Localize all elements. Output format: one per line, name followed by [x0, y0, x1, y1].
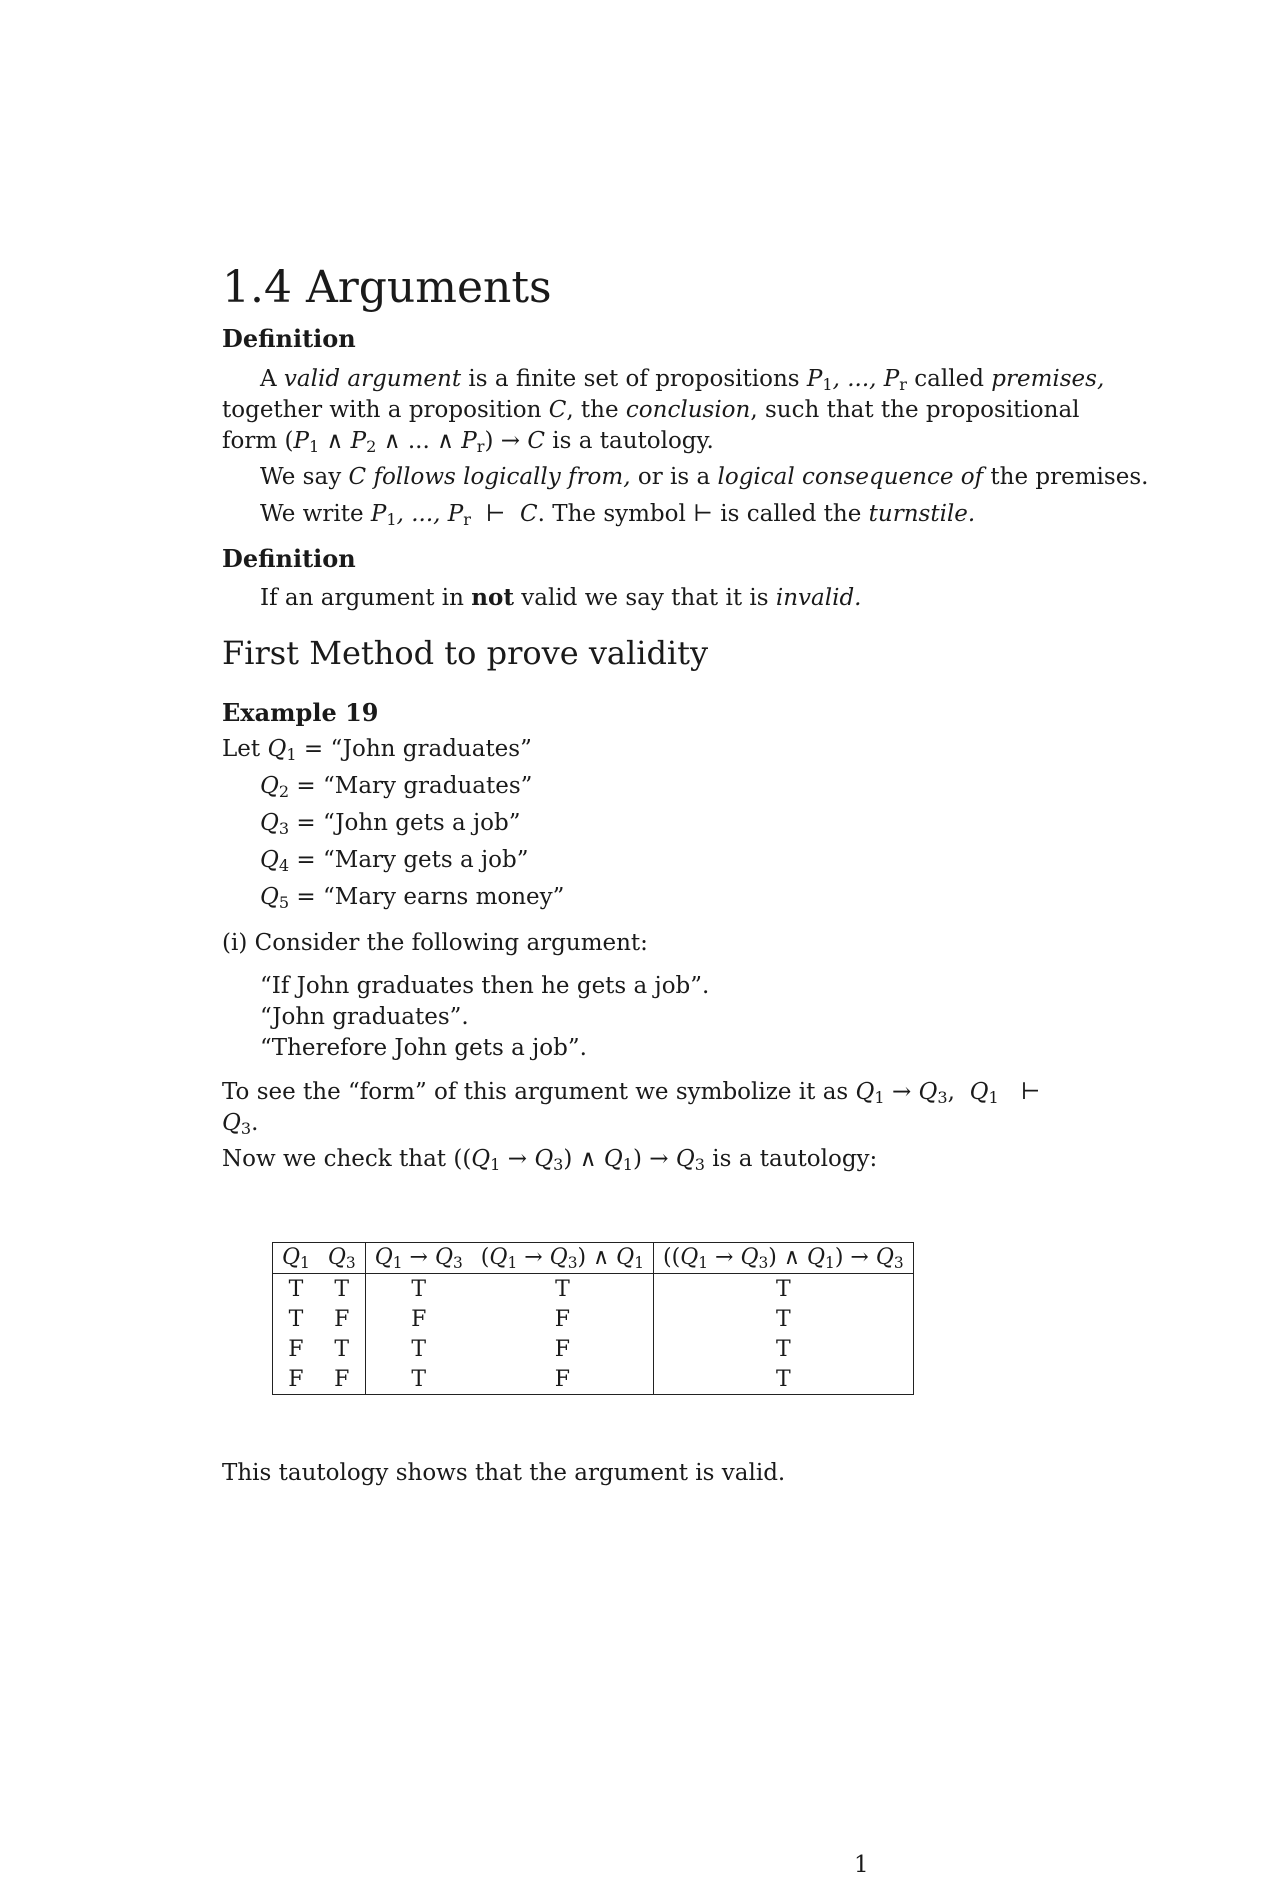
- page-number: 1: [854, 1852, 869, 1878]
- table-row: F F T F T: [273, 1364, 914, 1395]
- col-q1-implies-q3: $Q_1 \to Q_3$: [365, 1243, 472, 1274]
- definition-1-line-2: together with a proposition C, the conclusion, such that the propositional: [222, 397, 1080, 423]
- check-text: Now we check that ($(Q_1 \to Q_3)$ ∧ $Q_1) \to Q_3$ is a tautology:: [222, 1146, 878, 1175]
- argument-line-3: “Therefore John gets a job”.: [260, 1035, 587, 1061]
- definition-heading-1: Definition: [222, 324, 356, 353]
- let-q1: Let $Q_1$ = “John graduates”: [222, 736, 532, 765]
- argument-line-1: “If John graduates then he gets a job”.: [260, 973, 710, 999]
- definition-1-line-4: We say C follows logically from, or is a logical consequence of the premises.: [260, 464, 1149, 490]
- truth-table: [272, 1242, 914, 1395]
- definition-1-line-3: form ($P_1$ ∧ $P_2$ ∧ ... ∧ $P_r) \to C$ is a tautology.: [222, 428, 714, 457]
- section-title: 1.4 Arguments: [222, 262, 552, 313]
- form-text-line-2: $Q_3$.: [222, 1110, 259, 1139]
- let-q5: $Q_5$ = “Mary earns money”: [260, 884, 565, 913]
- table-row: T T T T T: [273, 1274, 914, 1305]
- definition-1-line-1: A valid argument is a finite set of propositions $P_1$, ..., $P_r$ called premises,: [260, 366, 1105, 395]
- let-q3: $Q_3$ = “John gets a job”: [260, 810, 521, 839]
- col-conjunction: $(Q_1 \to Q_3)$ ∧ $Q_1$: [480, 1244, 645, 1272]
- definition-2-text: If an argument in not valid we say that it is invalid.: [260, 584, 862, 611]
- consider-text: (i) Consider the following argument:: [222, 930, 648, 956]
- method-heading: First Method to prove validity: [222, 634, 709, 672]
- col-q1: $Q_1$: [282, 1244, 310, 1272]
- col-q3: $Q_3$: [327, 1244, 356, 1272]
- table-row: F T T F T: [273, 1334, 914, 1364]
- definition-heading-2: Definition: [222, 544, 356, 573]
- let-q2: $Q_2$ = “Mary graduates”: [260, 773, 533, 802]
- table-row: T F F F T: [273, 1304, 914, 1334]
- example-heading: Example 19: [222, 698, 379, 727]
- truth-table-header: [273, 1243, 914, 1274]
- col-full-implication: ($(Q_1 \to Q_3)$ ∧ $Q_1) \to Q_3$: [654, 1243, 914, 1274]
- argument-line-2: “John graduates”.: [260, 1004, 469, 1030]
- form-text-line-1: To see the “form” of this argument we symbolize it as $Q_1 \to Q_3$, $Q_1$ ⊢: [222, 1079, 1041, 1108]
- let-q4: $Q_4$ = “Mary gets a job”: [260, 847, 529, 876]
- definition-1-line-5: We write $P_1$, ..., $P_r$ ⊢ C. The symbol ⊢ is called the turnstile.: [260, 501, 976, 530]
- conclusion-text: This tautology shows that the argument is valid.: [222, 1460, 786, 1486]
